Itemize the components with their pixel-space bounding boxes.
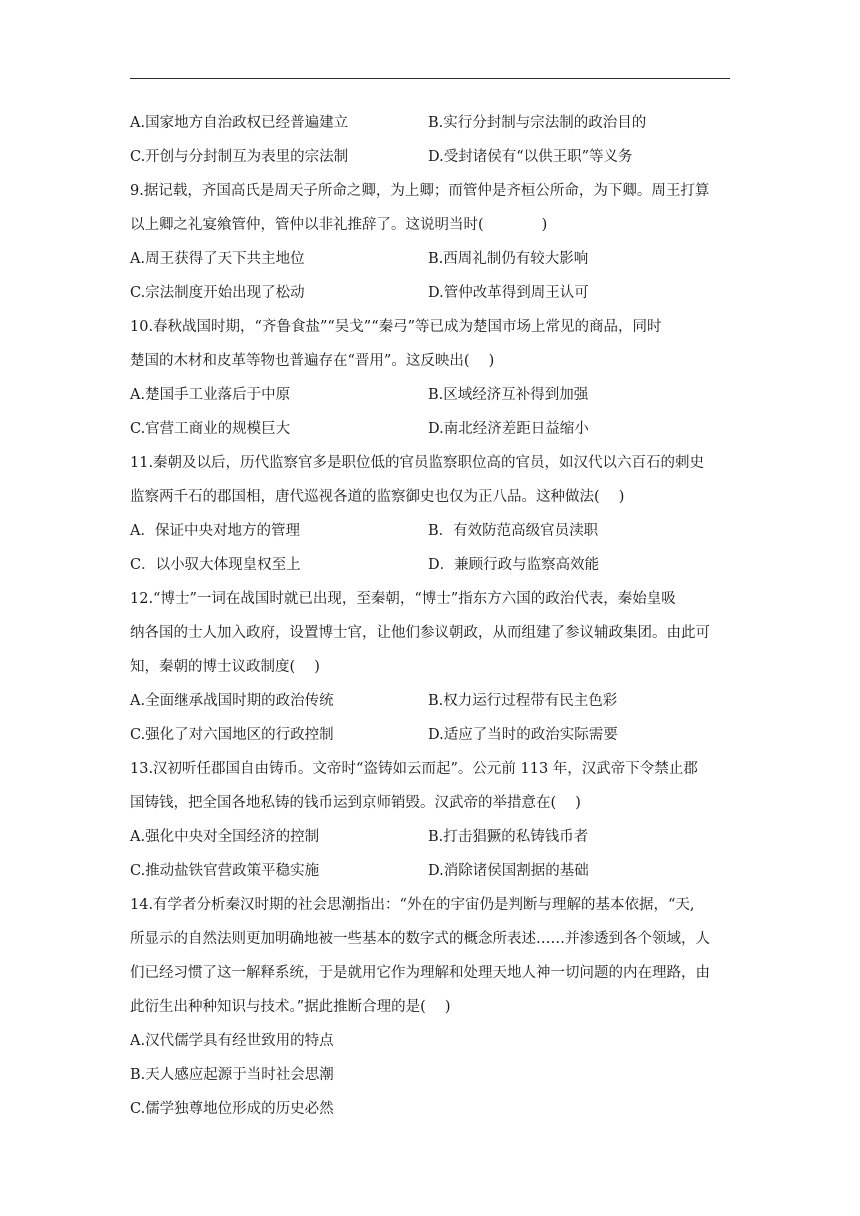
q12-option-b: B.权力运行过程带有民主色彩 xyxy=(428,693,618,709)
q8-option-c: C.开创与分封制互为表里的宗法制 xyxy=(130,149,349,165)
q11-option-a: A．保证中央对地方的管理 xyxy=(130,523,300,539)
q9-options-row-2 xyxy=(130,276,730,310)
q14-option-a: A.汉代儒学具有经世致用的特点 xyxy=(130,1033,334,1049)
q12-option-c: C.强化了对六国地区的行政控制 xyxy=(130,727,334,743)
q8-options-row-1 xyxy=(130,106,730,140)
header-rule xyxy=(130,78,730,79)
q13-stem-line-1: 13.汉初听任郡国自由铸币。文帝时“盗铸如云而起”。公元前 113 年，汉武帝下令禁止郡 xyxy=(130,761,698,777)
q13-options-row-1 xyxy=(130,820,730,854)
q13-options-row-2 xyxy=(130,854,730,888)
q12-stem-line-3: 知，秦朝的博士议政制度( ) xyxy=(130,659,320,675)
q14-stem-line-4: 此衍生出种种知识与技术。”据此推断合理的是( ) xyxy=(130,999,451,1015)
q8-option-a: A.国家地方自治政权已经普遍建立 xyxy=(130,115,349,131)
q13-option-c: C.推动盐铁官营政策平稳实施 xyxy=(130,863,320,879)
q8-option-b: B.实行分封制与宗法制的政治目的 xyxy=(428,115,647,131)
q9-stem-line-1: 9.据记载，齐国高氏是周天子所命之卿，为上卿；而管仲是齐桓公所命，为下卿。周王打算 xyxy=(130,183,710,199)
q10-stem-line-1: 10.春秋战国时期，“齐鲁食盐”“吴戈”“秦弓”等已成为楚国市场上常见的商品，同时 xyxy=(130,319,662,335)
q8-option-d: D.受封诸侯有“以供王职”等义务 xyxy=(428,149,633,165)
question-content xyxy=(130,106,730,1126)
q12-options-row-1 xyxy=(130,684,730,718)
q10-option-b: B.区域经济互补得到加强 xyxy=(428,387,589,403)
q9-stem-line-2: 以上卿之礼宴飨管仲，管仲以非礼推辞了。这说明当时( ) xyxy=(130,217,548,233)
q9-option-b: B.西周礼制仍有较大影响 xyxy=(428,251,589,267)
q9-options-row-1 xyxy=(130,242,730,276)
q9-option-a: A.周王获得了天下共主地位 xyxy=(130,251,305,267)
q12-stem-line-1: 12.“博士”一词在战国时就已出现，至秦朝，“博士”指东方六国的政治代表，秦始皇吸 xyxy=(130,591,676,607)
q14-option-b: B.天人感应起源于当时社会思潮 xyxy=(130,1067,334,1083)
q10-options-row-2 xyxy=(130,412,730,446)
q10-option-c: C.官营工商业的规模巨大 xyxy=(130,421,291,437)
q12-options-row-2 xyxy=(130,718,730,752)
q13-option-d: D.消除诸侯国割据的基础 xyxy=(428,863,589,879)
q12-option-d: D.适应了当时的政治实际需要 xyxy=(428,727,618,743)
q10-stem-line-2: 楚国的木材和皮革等物也普遍存在“晋用”。这反映出( ) xyxy=(130,353,495,369)
q14-option-c: C.儒学独尊地位形成的历史必然 xyxy=(130,1101,334,1117)
q14-stem-line-1: 14.有学者分析秦汉时期的社会思潮指出：“外在的宇宙仍是判断与理解的基本依据，“天, xyxy=(130,897,695,913)
q13-option-b: B.打击猖獗的私铸钱币者 xyxy=(428,829,589,845)
q14-stem-line-2: 所显示的自然法则更加明确地被一些基本的数字式的概念所表述……并渗透到各个领域，人 xyxy=(130,931,710,947)
q11-options-row-2 xyxy=(130,548,730,582)
q8-options-row-2 xyxy=(130,140,730,174)
q10-options-row-1 xyxy=(130,378,730,412)
q12-stem-line-2: 纳各国的士人加入政府，设置博士官，让他们参议朝政，从而组建了参议辅政集团。由此可 xyxy=(130,625,710,641)
q13-option-a: A.强化中央对全国经济的控制 xyxy=(130,829,320,845)
q11-option-c: C．以小驭大体现皇权至上 xyxy=(130,557,301,573)
q9-option-c: C.宗法制度开始出现了松动 xyxy=(130,285,305,301)
q9-option-d: D.管仲改革得到周王认可 xyxy=(428,285,589,301)
q10-option-a: A.楚国手工业落后于中原 xyxy=(130,387,291,403)
q11-stem-line-2: 监察两千石的郡国相，唐代巡视各道的监察御史也仅为正八品。这种做法( ) xyxy=(130,489,625,505)
q11-option-d: D．兼顾行政与监察高效能 xyxy=(428,557,600,573)
q13-stem-line-2: 国铸钱，把全国各地私铸的钱币运到京师销毁。汉武帝的举措意在( ) xyxy=(130,795,581,811)
q12-option-a: A.全面继承战国时期的政治传统 xyxy=(130,693,334,709)
q11-option-b: B．有效防范高级官员渎职 xyxy=(428,523,599,539)
q10-option-d: D.南北经济差距日益缩小 xyxy=(428,421,589,437)
q11-stem-line-1: 11.秦朝及以后，历代监察官多是职位低的官员监察职位高的官员，如汉代以六百石的刺史 xyxy=(130,455,705,471)
q14-stem-line-3: 们已经习惯了这一解释系统，于是就用它作为理解和处理天地人神一切问题的内在理路，由 xyxy=(130,965,710,981)
q11-options-row-1 xyxy=(130,514,730,548)
